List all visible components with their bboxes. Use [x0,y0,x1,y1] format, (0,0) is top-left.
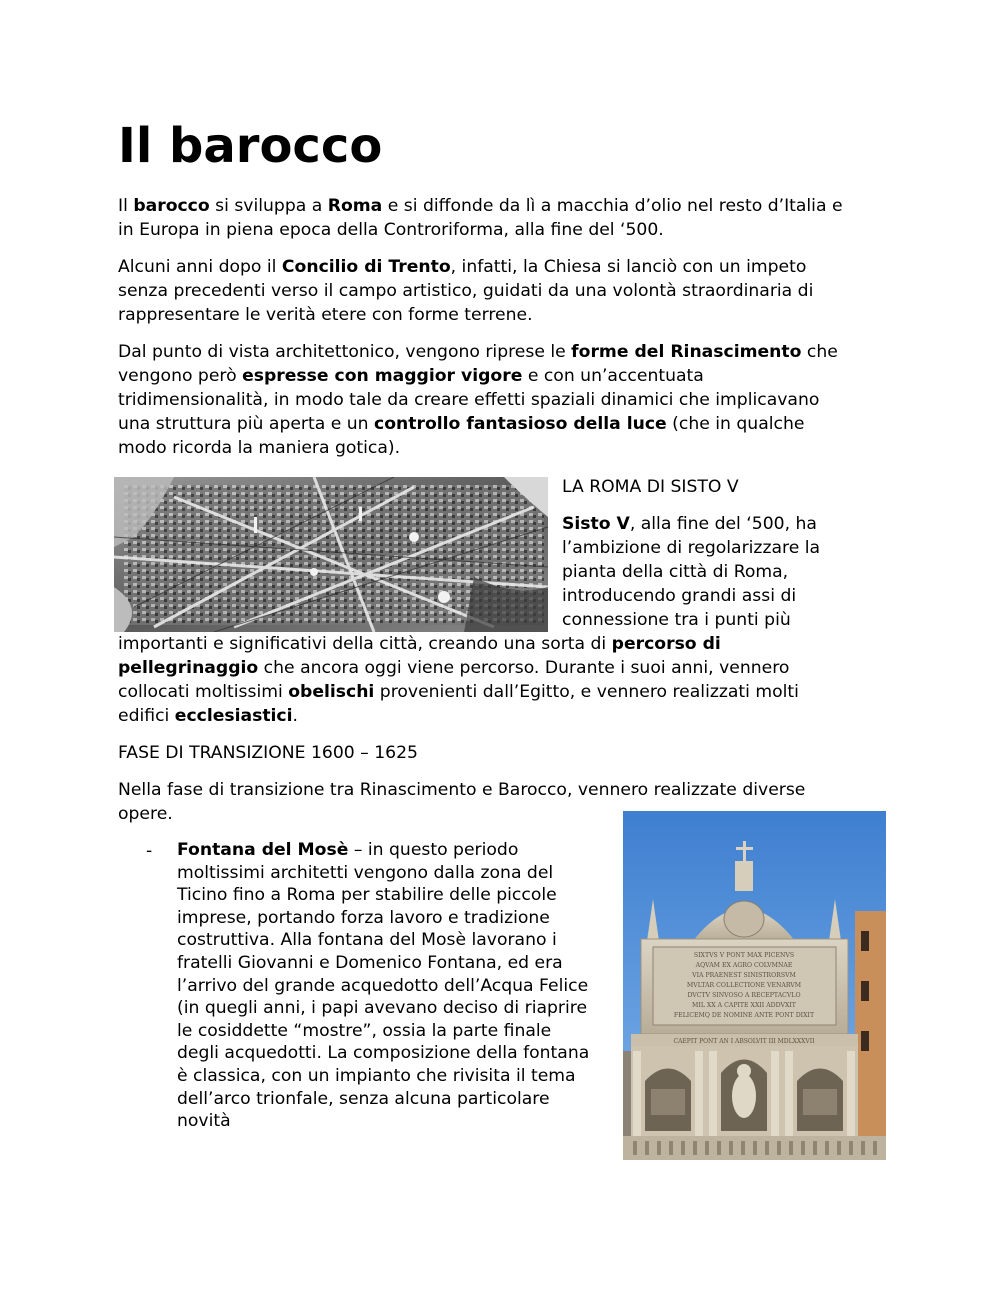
text-line [177,1065,617,1088]
text-line: l’ambizione di regolarizzare la [562,538,821,558]
inscription-line: MIL XX A CAPITE XXII ADDVXIT [692,1002,796,1009]
heading-fase-transizione: FASE DI TRANSIZIONE 1600 – 1625 [118,743,418,763]
text-line: connessione tra i punti più [562,610,791,630]
text-line: edifici ecclesiastici. [118,706,298,726]
text-line [177,929,617,952]
line-text: (in quegli anni, i papi avevano deciso di riaprire [177,998,588,1019]
text-line [177,862,617,885]
line-text: moltissimi architetti vengono dalla zona del [177,862,554,883]
frieze-inscription: CAEPIT PONT AN I ABSOLVIT III MDLXXXVII [673,1038,815,1045]
text-line: tridimensionalità, in modo tale da creare effetti spaziali dinamici che implicavano [118,390,820,410]
line-text: imprese, portando forza lavoro e tradizione [177,907,550,928]
text-line: rappresentare le verità etere con forme terrene. [118,305,533,325]
text-line: modo ricorda la maniera gotica). [118,438,401,458]
line-text: dell’arco trionfale, senza alcuna particolare [177,1088,550,1109]
text-line [177,952,617,975]
text-line [177,1042,617,1065]
paragraph-concilio [118,255,888,327]
text-line: vengono però espresse con maggior vigore e con un’accentuata [118,366,704,386]
bold-term: Fontana del Mosè [177,840,349,860]
inscription-line: MVLTAR COLLECTIONE VENARVM [686,982,802,989]
text-line: una struttura più aperta e un controllo fantasioso della luce (che in qualche [118,414,805,434]
text-line [177,1020,617,1043]
text-line [177,975,617,998]
paragraph-sisto-full [118,632,888,728]
line-text: novità [177,1111,231,1132]
inscription-line: VIA PRAENEST SINISTRORSVM [692,972,796,979]
text-line: in Europa in piena epoca della Controriforma, alla fine del ‘500. [118,220,664,240]
text-line [177,1110,617,1133]
rome-map-engraving-image [114,477,548,632]
text-line: pianta della città di Roma, [562,562,789,582]
paragraph-sisto-wrap [562,512,892,632]
line-text: l’arrivo del grande acquedotto dell’Acqua Felice [177,975,589,996]
heading-sisto-v: LA ROMA DI SISTO V [562,477,739,497]
text-line: pellegrinaggio che ancora oggi viene percorso. Durante i suoi anni, vennero [118,658,790,678]
inscription-line: DVCTV SINVOSO A RECEPTACVLO [687,992,801,999]
text-line: importanti e significativi della città, creando una sorta di percorso di [118,634,721,654]
text-line: collocati moltissimi obelischi provenienti dall’Egitto, e vennero realizzati molti [118,682,799,702]
line-text: costruttiva. Alla fontana del Mosè lavorano i [177,930,557,951]
line-text: è classica, con un impianto che rivisita il tema [177,1065,576,1086]
text-line: senza precedenti verso il campo artistico, guidati da una volontà straordinaria di [118,281,814,301]
line-text: le cosiddette “mostre”, ossia la parte finale [177,1020,552,1041]
inscription-line: SIXTVS V PONT MAX PICENVS [693,952,795,959]
text-line [177,884,617,907]
text-line: Dal punto di vista architettonico, vengono riprese le forme del Rinascimento che [118,342,838,362]
text-line: opere. [118,804,173,824]
line-text: Ticino fino a Roma per stabilire delle piccole [177,885,557,906]
text-line [177,839,617,862]
paragraph-intro [118,194,888,242]
fontana-del-mose-photo [623,811,886,1160]
page-title: Il barocco [118,118,383,174]
text-line [177,997,617,1020]
inscription-line: FELICEMQ DE NOMINE ANTE PONT DIXIT [673,1012,815,1019]
line-text: – in questo periodo [348,840,519,860]
text-line [177,1088,617,1111]
list-bullet-dash: - [146,841,153,861]
text-line [177,907,617,930]
line-text: degli acquedotti. La composizione della fontana [177,1043,590,1064]
text-line: introducendo grandi assi di [562,586,797,606]
text-line: Il barocco si sviluppa a Roma e si diffonde da lì a macchia d’olio nel resto d’Italia e [118,196,843,216]
line-text: fratelli Giovanni e Domenico Fontana, ed era [177,952,563,973]
text-line: Alcuni anni dopo il Concilio di Trento, infatti, la Chiesa si lanciò con un impeto [118,257,807,277]
inscription-line: AQVAM EX AGRO COLVMNAE [695,962,793,969]
text-line: Sisto V, alla fine del ‘500, ha [562,514,817,534]
paragraph-architettura [118,340,888,460]
list-item-fontana-mose [177,839,617,1133]
text-line: Nella fase di transizione tra Rinascimento e Barocco, vennero realizzate diverse [118,780,806,800]
